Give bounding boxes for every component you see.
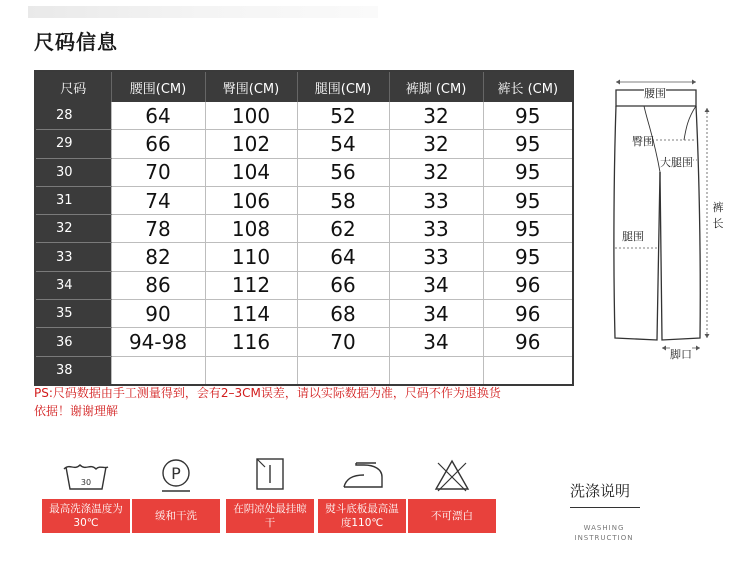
table-cell: 32 xyxy=(389,158,483,186)
table-cell: 64 xyxy=(111,102,205,130)
wash-subtitle-line2: INSTRUCTION xyxy=(574,534,634,542)
table-cell: 34 xyxy=(389,300,483,328)
table-cell: 33 xyxy=(389,186,483,214)
table-cell xyxy=(483,356,573,385)
header-leg: 腿围(CM) xyxy=(297,71,389,102)
diagram-label-leg: 腿围 xyxy=(622,230,644,243)
size-cell: 36 xyxy=(35,328,111,356)
table-cell: 32 xyxy=(389,102,483,130)
no-bleach-icon xyxy=(406,455,498,495)
table-cell: 110 xyxy=(205,243,297,271)
table-cell: 96 xyxy=(483,300,573,328)
size-cell: 31 xyxy=(35,186,111,214)
table-cell: 106 xyxy=(205,186,297,214)
table-cell: 96 xyxy=(483,271,573,299)
header-hem: 裤脚 (CM) xyxy=(389,71,483,102)
wash-subtitle-line1: WASHING xyxy=(583,524,625,532)
table-row xyxy=(35,215,573,243)
table-row xyxy=(35,328,573,356)
table-cell: 95 xyxy=(483,243,573,271)
table-cell: 78 xyxy=(111,215,205,243)
diagram-label-waist: 腰围 xyxy=(644,87,666,100)
care-label-shade-dry: 在阴凉处最挂晾干 xyxy=(226,499,314,533)
table-cell xyxy=(111,356,205,385)
pants-measurement-diagram xyxy=(604,76,744,366)
table-cell: 114 xyxy=(205,300,297,328)
table-cell: 95 xyxy=(483,130,573,158)
table-cell: 86 xyxy=(111,271,205,299)
size-table xyxy=(34,70,574,386)
table-cell: 62 xyxy=(297,215,389,243)
table-cell: 54 xyxy=(297,130,389,158)
table-cell: 96 xyxy=(483,328,573,356)
table-cell: 94-98 xyxy=(111,328,205,356)
table-cell: 64 xyxy=(297,243,389,271)
table-header-row xyxy=(35,71,573,102)
table-cell: 90 xyxy=(111,300,205,328)
care-label-no-bleach: 不可漂白 xyxy=(408,499,496,533)
table-cell: 32 xyxy=(389,130,483,158)
care-label-dry-clean: 缓和干洗 xyxy=(132,499,220,533)
header-size: 尺码 xyxy=(35,71,111,102)
table-row xyxy=(35,130,573,158)
header-length: 裤长 (CM) xyxy=(483,71,573,102)
svg-text:P: P xyxy=(171,464,181,483)
header-waist: 腰围(CM) xyxy=(111,71,205,102)
top-gradient-bar xyxy=(28,6,378,18)
table-row xyxy=(35,300,573,328)
diagram-label-thigh: 大腿围 xyxy=(660,156,693,169)
wash-temp-text: 30 xyxy=(80,478,92,487)
table-cell: 70 xyxy=(297,328,389,356)
table-cell: 34 xyxy=(389,328,483,356)
size-cell: 29 xyxy=(35,130,111,158)
table-cell: 58 xyxy=(297,186,389,214)
table-cell: 95 xyxy=(483,215,573,243)
page-title: 尺码信息 xyxy=(34,30,118,54)
table-cell: 95 xyxy=(483,158,573,186)
size-cell: 32 xyxy=(35,215,111,243)
table-cell: 108 xyxy=(205,215,297,243)
table-cell xyxy=(389,356,483,385)
diagram-label-length: 裤长 xyxy=(712,201,724,230)
table-cell: 100 xyxy=(205,102,297,130)
wash-30-icon xyxy=(40,455,132,495)
table-cell xyxy=(297,356,389,385)
dry-clean-icon xyxy=(130,455,222,495)
wash-instruction-subtitle xyxy=(572,523,636,543)
table-cell: 34 xyxy=(389,271,483,299)
table-row xyxy=(35,356,573,385)
table-cell: 95 xyxy=(483,102,573,130)
table-row xyxy=(35,158,573,186)
size-cell: 38 xyxy=(35,356,111,385)
table-row xyxy=(35,243,573,271)
table-cell: 33 xyxy=(389,243,483,271)
care-label-wash: 最高洗涤温度为30℃ xyxy=(42,499,130,533)
table-cell xyxy=(205,356,297,385)
table-cell: 33 xyxy=(389,215,483,243)
header-hip: 臀围(CM) xyxy=(205,71,297,102)
size-cell: 33 xyxy=(35,243,111,271)
table-cell: 74 xyxy=(111,186,205,214)
table-row xyxy=(35,271,573,299)
diagram-label-hem: 脚口 xyxy=(670,348,692,361)
size-cell: 30 xyxy=(35,158,111,186)
table-cell: 102 xyxy=(205,130,297,158)
table-cell: 104 xyxy=(205,158,297,186)
iron-icon xyxy=(316,455,408,495)
table-cell: 66 xyxy=(111,130,205,158)
wash-instruction-title: 洗涤说明 xyxy=(570,480,640,508)
table-row xyxy=(35,186,573,214)
table-cell: 56 xyxy=(297,158,389,186)
table-row xyxy=(35,102,573,130)
table-cell: 116 xyxy=(205,328,297,356)
table-cell: 52 xyxy=(297,102,389,130)
table-cell: 95 xyxy=(483,186,573,214)
size-disclaimer-note: PS:尺码数据由手工测量得到，会有2–3CM误差，请以实际数据为准，尺码不作为退换货依据！谢谢理解 xyxy=(34,386,501,418)
size-cell: 34 xyxy=(35,271,111,299)
table-cell: 82 xyxy=(111,243,205,271)
table-cell: 112 xyxy=(205,271,297,299)
table-cell: 70 xyxy=(111,158,205,186)
table-cell: 68 xyxy=(297,300,389,328)
shade-dry-icon xyxy=(224,455,316,495)
diagram-label-hip: 臀围 xyxy=(632,135,654,148)
size-cell: 35 xyxy=(35,300,111,328)
size-cell: 28 xyxy=(35,102,111,130)
table-cell: 66 xyxy=(297,271,389,299)
care-label-iron: 熨斗底板最高温度110℃ xyxy=(318,499,406,533)
